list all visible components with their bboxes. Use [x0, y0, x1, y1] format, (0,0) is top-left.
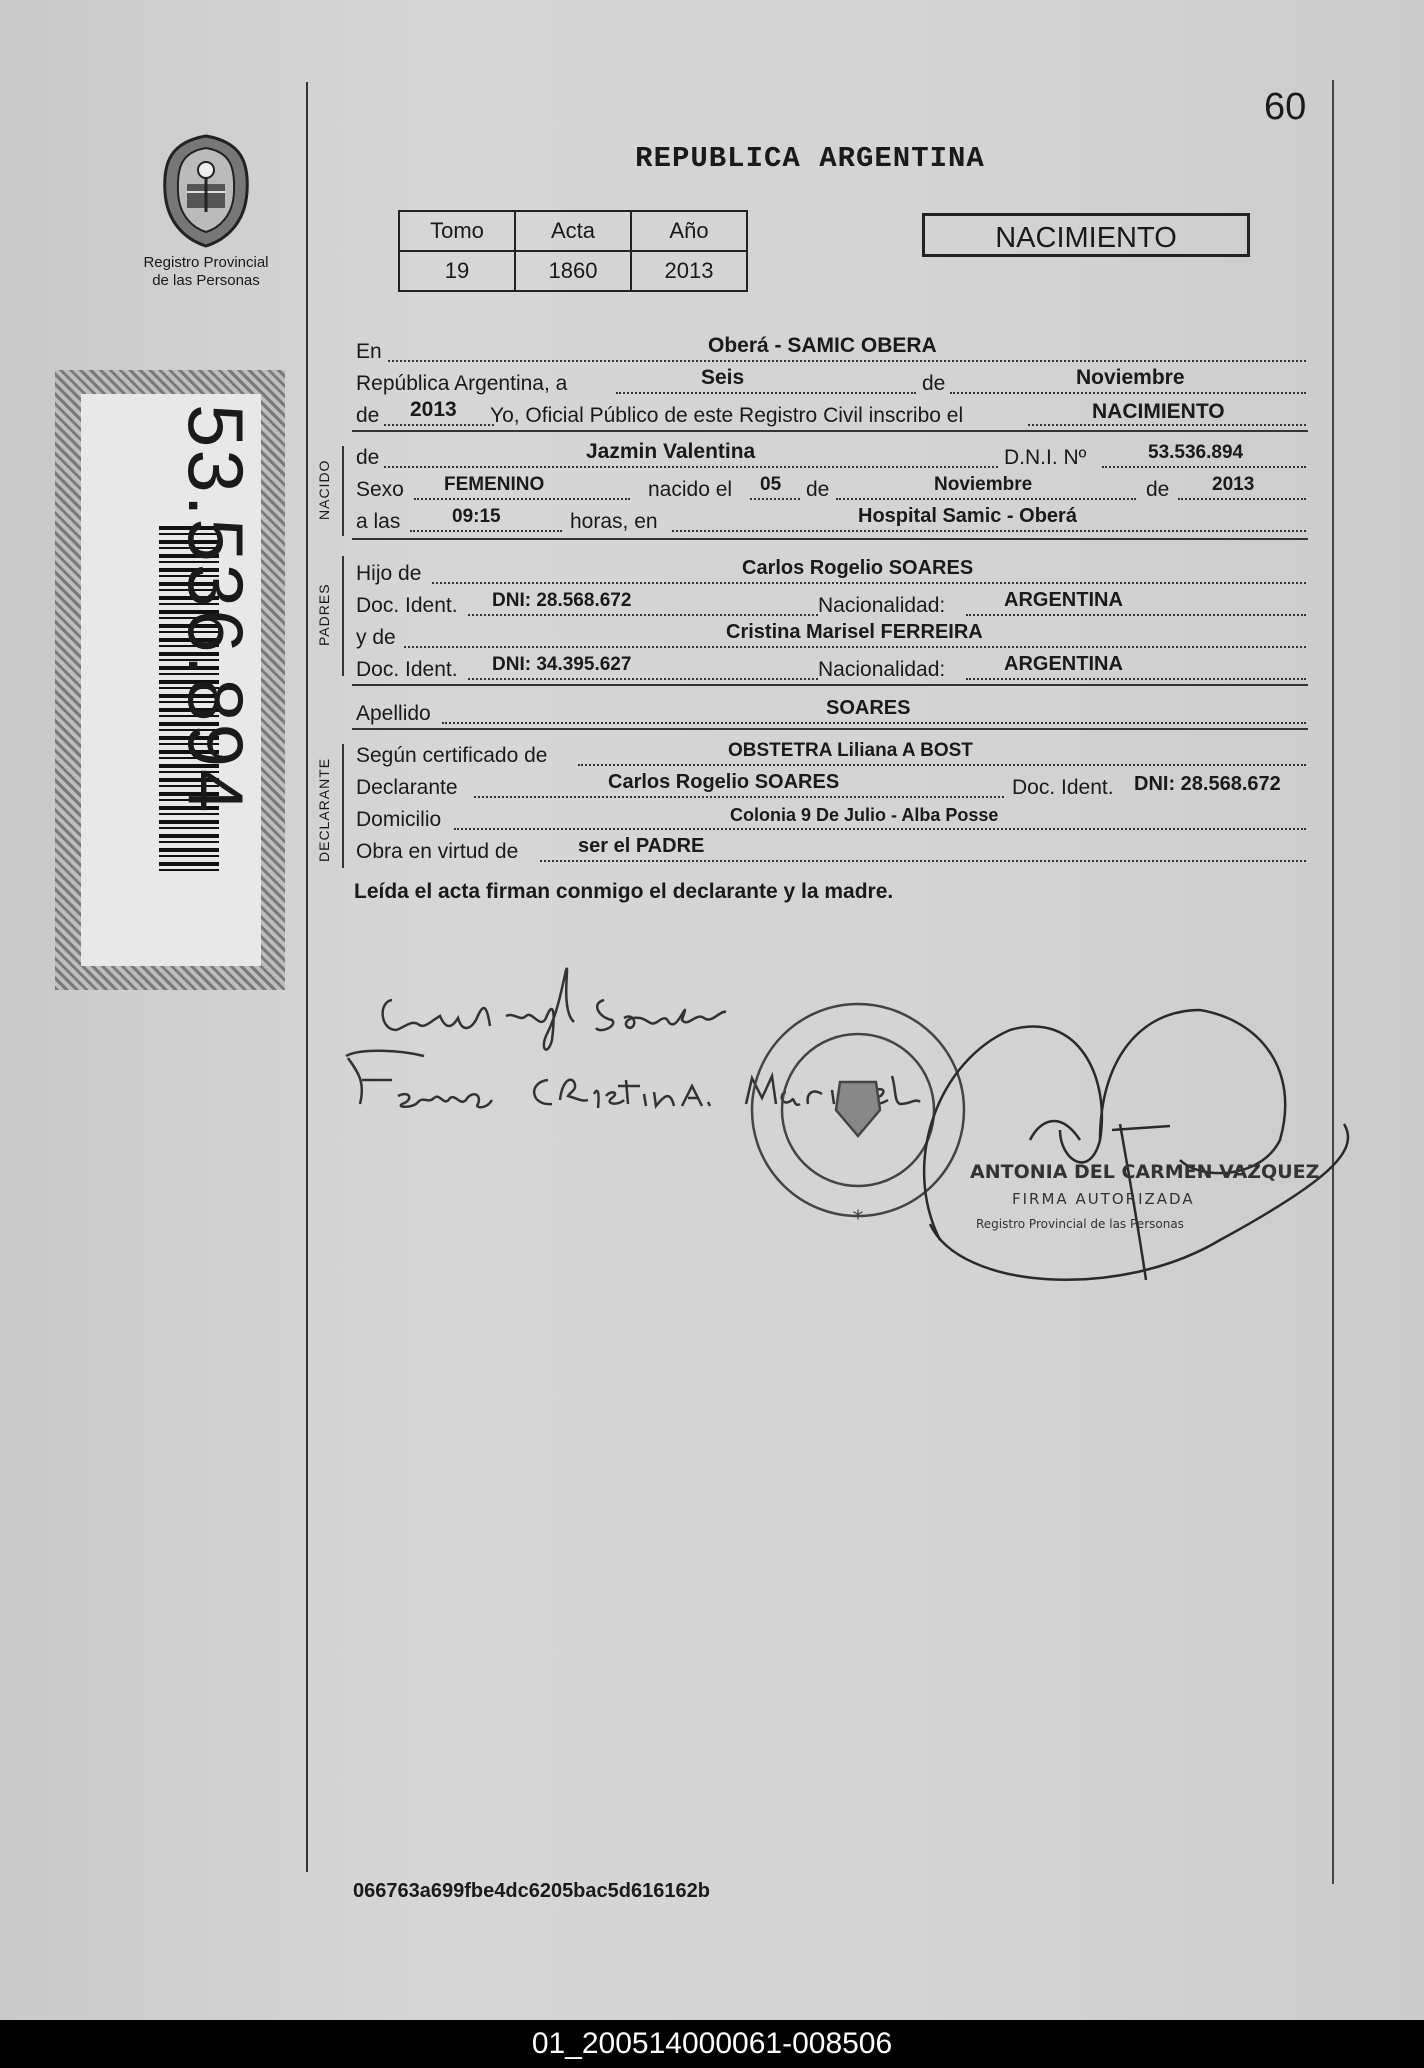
value-sexo: FEMENINO: [444, 474, 545, 495]
country-title: REPUBLICA ARGENTINA: [635, 142, 985, 175]
value-address: Colonia 9 De Julio - Alba Posse: [730, 805, 999, 825]
value-mother-name: Cristina Marisel FERREIRA: [726, 621, 983, 643]
section-label-declarante: DECLARANTE: [316, 757, 332, 862]
label-doc-declarant: Doc. Ident.: [1012, 776, 1114, 799]
stamp-title: FIRMA AUTORIZADA: [1012, 1190, 1195, 1208]
value-declarant-name: Carlos Rogelio SOARES: [608, 771, 840, 793]
value-year: 2013: [410, 398, 457, 421]
label-a-las: a las: [356, 510, 401, 533]
value-mother-nationality: ARGENTINA: [1004, 653, 1123, 675]
label-nacido-el: nacido el: [648, 478, 733, 501]
value-record-kind: NACIMIENTO: [1092, 400, 1225, 423]
label-nacionalidad2: Nacionalidad:: [818, 658, 946, 681]
section-label-nacido: NACIDO: [316, 459, 332, 520]
label-sexo: Sexo: [356, 478, 404, 501]
document-hash: 066763a699fbe4dc6205bac5d616162b: [353, 1880, 710, 1902]
label-en: En: [356, 340, 382, 363]
page-number: 60: [1264, 86, 1307, 128]
label-declarante: Declarante: [356, 776, 458, 799]
tomo-value: 19: [399, 251, 515, 291]
svg-text:*: *: [852, 1207, 864, 1232]
label-apellido: Apellido: [356, 702, 431, 725]
label-y-de: y de: [356, 626, 396, 649]
value-apellido: SOARES: [826, 697, 911, 719]
acta-value: 1860: [515, 251, 631, 291]
scan-footer-id: 01_200514000061-008506: [0, 2020, 1424, 2068]
label-republic: República Argentina, a: [356, 372, 568, 395]
value-child-name: Jazmin Valentina: [586, 440, 756, 463]
barcode-number: 53.536.894: [172, 404, 260, 815]
label-de-year: de: [356, 404, 380, 427]
official-name-stamp: [970, 1161, 1319, 1231]
closing-statement: Leída el acta firman conmigo el declarante y la madre.: [354, 880, 894, 903]
label-de2: de: [806, 478, 830, 501]
agency-name-line2: de las Personas: [152, 272, 260, 289]
declarant-signature: [383, 969, 726, 1050]
value-day: Seis: [701, 366, 745, 389]
label-doc: Doc. Ident.: [356, 594, 458, 617]
label-doc2: Doc. Ident.: [356, 658, 458, 681]
agency-name-line1: Registro Provincial: [143, 254, 269, 271]
value-place: Oberá - SAMIC OBERA: [708, 334, 937, 357]
value-birth-month: Noviembre: [934, 474, 1033, 495]
tomo-header: Tomo: [399, 211, 515, 251]
value-father-doc: DNI: 28.568.672: [492, 590, 632, 611]
value-child-dni: 53.536.894: [1148, 442, 1244, 463]
value-certificate: OBSTETRA Liliana A BOST: [728, 740, 973, 761]
ano-header: Año: [631, 211, 747, 251]
label-de: de: [922, 372, 946, 395]
value-birth-place: Hospital Samic - Oberá: [858, 505, 1077, 527]
value-birth-time: 09:15: [452, 506, 501, 527]
value-father-nationality: ARGENTINA: [1004, 589, 1123, 611]
value-month: Noviembre: [1076, 366, 1185, 389]
label-de3: de: [1146, 478, 1170, 501]
label-certificado: Según certificado de: [356, 744, 548, 767]
value-mother-doc: DNI: 34.395.627: [492, 654, 632, 675]
value-declarant-doc: DNI: 28.568.672: [1134, 773, 1281, 795]
label-horas: horas, en: [570, 510, 658, 533]
stamp-official-name: ANTONIA DEL CARMEN VAZQUEZ: [970, 1161, 1320, 1183]
value-birth-year: 2013: [1212, 474, 1255, 495]
label-de-name: de: [356, 446, 380, 469]
value-father-name: Carlos Rogelio SOARES: [742, 557, 974, 579]
label-nacionalidad: Nacionalidad:: [818, 594, 946, 617]
record-type-box: NACIMIENTO: [922, 213, 1250, 257]
official-signature: [924, 1010, 1348, 1280]
acta-header: Acta: [515, 211, 631, 251]
label-dni: D.N.I. Nº: [1004, 446, 1087, 469]
label-hijo-de: Hijo de: [356, 562, 422, 585]
stamp-org: Registro Provincial de las Personas: [976, 1217, 1184, 1231]
mother-signature: [346, 1051, 920, 1108]
label-domicilio: Domicilio: [356, 808, 442, 831]
section-label-padres: PADRES: [316, 583, 332, 646]
value-birth-day: 05: [760, 474, 782, 495]
label-obra: Obra en virtud de: [356, 840, 519, 863]
ano-value: 2013: [631, 251, 747, 291]
officer-text: Yo, Oficial Público de este Registro Civil inscribo el: [490, 404, 964, 427]
value-reason: ser el PADRE: [578, 835, 705, 857]
